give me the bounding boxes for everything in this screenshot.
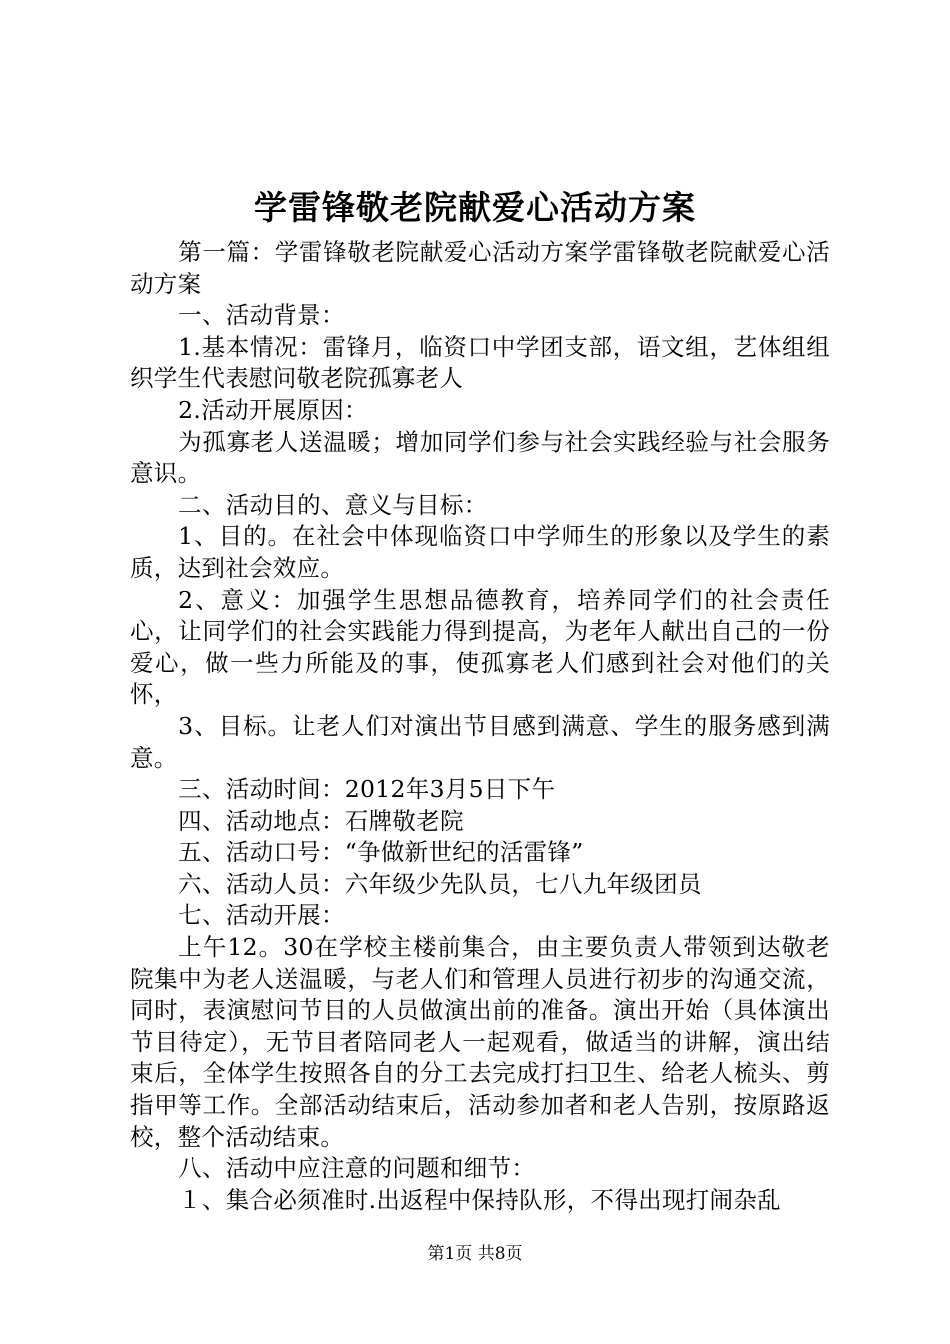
paragraph: 2.活动开展原因： xyxy=(178,395,368,424)
paragraph: 3、目标。让老人们对演出节目感到满意、学生的服务感到满意。 xyxy=(130,711,830,772)
paragraph: 五、活动口号：“争做新世纪的活雷锋” xyxy=(178,838,584,867)
paragraph: 二、活动目的、意义与目标： xyxy=(178,490,488,519)
paragraph: １、集合必须准时.出返程中保持队形，不得出现打闹杂乱 xyxy=(178,1185,781,1214)
paragraph: 为孤寡老人送温暖；增加同学们参与社会实践经验与社会服务意识。 xyxy=(130,427,830,488)
document-title: 学雷锋敬老院献爱心活动方案 xyxy=(254,188,696,227)
paragraph: 一、活动背景： xyxy=(178,301,345,330)
paragraph: 第一篇：学雷锋敬老院献爱心活动方案学雷锋敬老院献爱心活动方案 xyxy=(130,238,830,298)
paragraph: 七、活动开展： xyxy=(178,901,345,930)
paragraph: 1.基本情况：雷锋月，临资口中学团支部，语文组，艺体组组织学生代表慰问敬老院孤寡老人 xyxy=(130,332,830,393)
paragraph: 三、活动时间：2012年3月5日下午 xyxy=(178,775,556,804)
paragraph: 四、活动地点：石牌敬老院 xyxy=(178,806,464,835)
paragraph: 六、活动人员：六年级少先队员，七八九年级团员 xyxy=(178,869,702,898)
paragraph: 上午12。30在学校主楼前集合，由主要负责人带领到达敬老院集中为老人送温暖，与老人们和管理人员进行初步的沟通交流，同时，表演慰问节目的人员做演出前的准备。演出开始（具体演出节目待定），无节目者陪同老人一起观看，做适当的讲解，演出结束后，全体学生按照各自的分工去完成打扫卫生、给老人梳头、剪指甲等工作。全部活动结束后，活动参加者和老人告别，按原路返校，整个活动结束。 xyxy=(130,933,830,1151)
paragraph: 1、目的。在社会中体现临资口中学师生的形象以及学生的素质，达到社会效应。 xyxy=(130,522,830,582)
paragraph: 八、活动中应注意的问题和细节： xyxy=(178,1154,536,1183)
paragraph: 2、意义：加强学生思想品德教育，培养同学们的社会责任心，让同学们的社会实践能力得到提高，为老年人献出自己的一份爱心，做一些力所能及的事，使孤寡老人们感到社会对他们的关怀， xyxy=(130,585,830,709)
page-number-footer: 第1页 共8页 xyxy=(427,1244,523,1264)
document-body xyxy=(130,237,830,1216)
